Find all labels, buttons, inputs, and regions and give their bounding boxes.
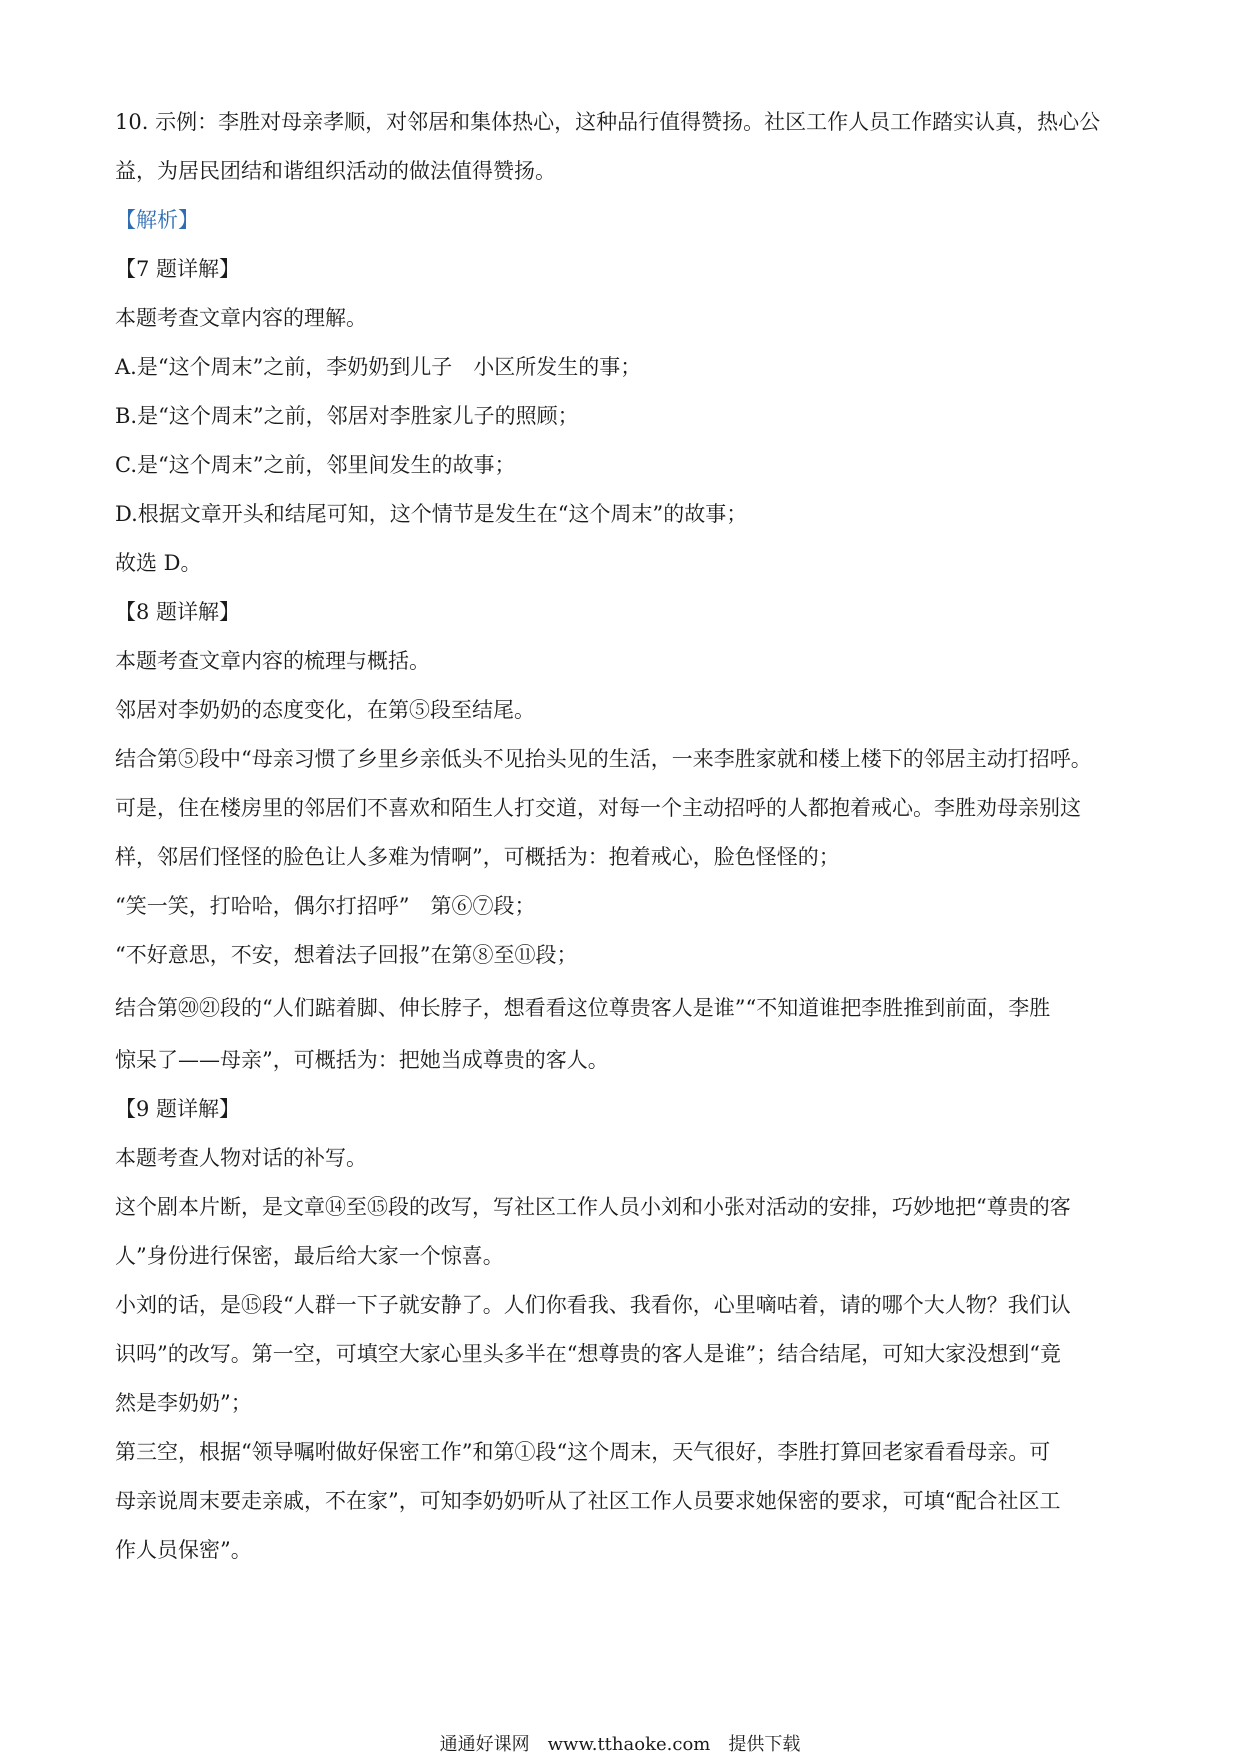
answer-10-line-2: 益，为居民团结和谐组织活动的做法值得赞扬。: [115, 159, 556, 183]
q8-text-2: 结合第⑤段中“母亲习惯了乡里乡亲低头不见抬头见的生活，一来李胜家就和楼上楼下的邻居主动打招呼。: [115, 747, 1092, 771]
q8-text-1: 邻居对李奶奶的态度变化，在第⑤段至结尾。: [115, 698, 535, 722]
q8-intro: 本题考查文章内容的梳理与概括。: [115, 649, 430, 673]
q9-intro: 本题考查人物对话的补写。: [115, 1146, 367, 1170]
q9-text-2: 人”身份进行保密，最后给大家一个惊喜。: [115, 1244, 504, 1268]
q9-text-1: 这个剧本片断，是文章⑭至⑮段的改写，写社区工作人员小刘和小张对活动的安排，巧妙地把“尊贵的客: [115, 1195, 1071, 1219]
q8-heading: 【8 题详解】: [115, 600, 241, 624]
q7-heading: 【7 题详解】: [115, 257, 241, 281]
q9-text-3: 小刘的话，是⑮段“人群一下子就安静了。人们你看我、我看你，心里嘀咕着，请的哪个大人物？我们认: [115, 1293, 1071, 1317]
q8-text-8: 惊呆了——母亲”，可概括为：把她当成尊贵的客人。: [115, 1048, 609, 1072]
answer-10-line-1: 10. 示例：李胜对母亲孝顺，对邻居和集体热心，这种品行值得赞扬。社区工作人员工作踏实认真，热心公: [115, 110, 1101, 134]
q7-option-b: B.是“这个周末”之前，邻居对李胜家儿子的照顾；: [115, 404, 579, 428]
q7-option-d: D.根据文章开头和结尾可知，这个情节是发生在“这个周末”的故事；: [115, 502, 748, 526]
q8-text-5: “笑一笑，打哈哈，偶尔打招呼” 第⑥⑦段；: [115, 894, 536, 918]
q7-option-c: C.是“这个周末”之前，邻里间发生的故事；: [115, 453, 516, 477]
q7-answer: 故选 D。: [115, 551, 202, 575]
q8-text-7: 结合第⑳㉑段的“人们踮着脚、伸长脖子，想看看这位尊贵客人是谁”“不知道谁把李胜推到前面，李胜: [115, 996, 1051, 1020]
q9-text-4: 识吗”的改写。第一空，可填空大家心里头多半在“想尊贵的客人是谁”；结合结尾，可知大家没想到“竟: [115, 1342, 1061, 1366]
document-body: [115, 98, 1135, 1575]
q9-text-7: 母亲说周末要走亲戚，不在家”，可知李奶奶听从了社区工作人员要求她保密的要求，可填“配合社区工: [115, 1489, 1061, 1513]
q9-heading: 【9 题详解】: [115, 1097, 241, 1121]
q7-intro: 本题考查文章内容的理解。: [115, 306, 367, 330]
q7-option-a: A.是“这个周末”之前，李奶奶到儿子 小区所发生的事；: [115, 355, 642, 379]
q9-text-6: 第三空，根据“领导嘱咐做好保密工作”和第①段“这个周末，天气很好，李胜打算回老家看看母亲。可: [115, 1440, 1051, 1464]
q8-text-4: 样，邻居们怪怪的脸色让人多难为情啊”，可概括为：抱着戒心，脸色怪怪的；: [115, 845, 840, 869]
analysis-heading: 【解析】: [115, 208, 199, 232]
q9-text-5: 然是李奶奶”；: [115, 1391, 252, 1415]
q8-text-3: 可是，住在楼房里的邻居们不喜欢和陌生人打交道，对每一个主动招呼的人都抱着戒心。李胜劝母亲别这: [115, 796, 1081, 820]
q9-text-8: 作人员保密”。: [115, 1538, 252, 1562]
page-footer: 通通好课网 www.tthaoke.com 提供下载: [439, 1734, 801, 1755]
q8-text-6: “不好意思，不安，想着法子回报”在第⑧至⑪段；: [115, 943, 578, 967]
